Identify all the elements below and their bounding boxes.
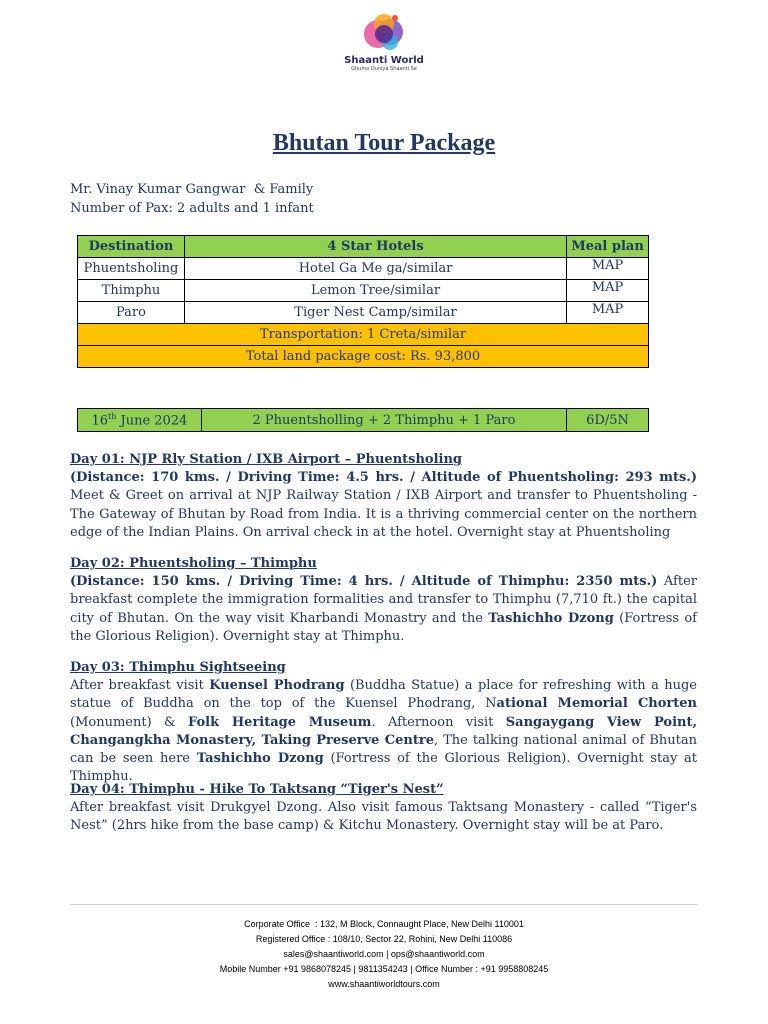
hotel-cell: Hotel Ga Me ga/similar bbox=[184, 258, 566, 280]
start-month-year: June 2024 bbox=[116, 413, 188, 429]
summary-row bbox=[78, 409, 649, 432]
total-cost-cell: Total land package cost: Rs. 93,800 bbox=[78, 346, 649, 368]
contact-emails: sales@shaantiworld.com | ops@shaantiworld.com bbox=[283, 949, 485, 959]
highlight-place: Sangaygang View Point, Changangkha Monastery, Taking Preserve Centre bbox=[70, 714, 697, 748]
hotel-cell: Lemon Tree/similar bbox=[184, 280, 566, 302]
day-description: (Fortress of the Glorious Religion). Overnight stay at Thimphu. bbox=[70, 751, 697, 785]
hotel-cell: Tiger Nest Camp/similar bbox=[184, 302, 566, 324]
destination-cell: Phuentsholing bbox=[78, 258, 185, 280]
day-description: After breakfast complete the immigration formalities and transfer to Thimphu (7,710 ft.) the capital city of Bhutan. On the way visit Kharbandi Monastry and the bbox=[70, 574, 697, 626]
highlight-place: ational Memorial Chorten bbox=[496, 696, 698, 712]
col-header-hotels: 4 Star Hotels bbox=[184, 236, 566, 258]
highlight-place: Kuensel Phodrang bbox=[209, 678, 345, 694]
day-description: (Monument) & bbox=[70, 714, 188, 730]
destination-cell: Thimphu bbox=[78, 280, 185, 302]
footer-divider bbox=[70, 904, 697, 905]
day-4-section bbox=[70, 781, 697, 836]
day-body bbox=[70, 677, 697, 786]
table-row bbox=[78, 302, 649, 324]
day-description: After breakfast visit bbox=[70, 678, 210, 694]
start-day: 16 bbox=[91, 413, 108, 429]
highlight-place: Tashichho Dzong bbox=[488, 610, 614, 626]
pax-count: Number of Pax: 2 adults and 1 infant bbox=[70, 201, 314, 216]
day-heading: Day 01: NJP Rly Station / IXB Airport – Phuentsholing bbox=[70, 452, 463, 467]
highlight-place: Folk Heritage Museum bbox=[187, 714, 372, 730]
transport-cell: Transportation: 1 Creta/similar bbox=[78, 324, 649, 346]
day-heading: Day 03: Thimphu Sightseeing bbox=[70, 660, 286, 675]
start-date-cell bbox=[78, 409, 202, 432]
day-stats: (Distance: 150 kms. / Driving Time: 4 hrs. / Altitude of Thimphu: 2350 mts.) bbox=[70, 574, 658, 590]
client-info bbox=[70, 180, 314, 218]
corporate-office-address: Corporate Office : 132, M Block, Connaught Place, New Delhi 110001 bbox=[244, 919, 524, 929]
globe-logo-icon bbox=[360, 10, 408, 54]
website-link[interactable]: www.shaantiworldtours.com bbox=[328, 979, 440, 989]
brand-name: Shaanti World bbox=[344, 55, 424, 66]
highlight-place: Tashichho Dzong bbox=[196, 751, 324, 767]
day-description: (Buddha Statue) a place for refreshing with a huge statue of Buddha on the top of the Kuensel Phodrang, N bbox=[70, 678, 697, 712]
day-1-section bbox=[70, 451, 697, 542]
day-body bbox=[70, 573, 697, 646]
registered-office-address: Registered Office : 108/10, Sector 22, Rohini, New Delhi 110086 bbox=[255, 934, 513, 944]
page-title: Bhutan Tour Package bbox=[272, 130, 496, 156]
day-2-section bbox=[70, 555, 697, 646]
day-3-section bbox=[70, 659, 697, 786]
day-description: (Fortress of the Glorious Religion). Overnight stay at Thimphu. bbox=[70, 610, 697, 644]
destination-cell: Paro bbox=[78, 302, 185, 324]
day-suffix: th bbox=[108, 411, 117, 421]
brand-tagline: Ghumo Duniya Shaanti Se bbox=[351, 66, 417, 72]
col-header-meal-plan: Meal plan bbox=[567, 236, 649, 258]
company-logo bbox=[336, 10, 432, 86]
itinerary-summary-table bbox=[77, 408, 649, 432]
footer bbox=[0, 917, 768, 992]
table-row bbox=[78, 280, 649, 302]
stay-plan-cell: 2 Phuentsholling + 2 Thimphu + 1 Paro bbox=[201, 409, 566, 432]
duration-cell: 6D/5N bbox=[567, 409, 649, 432]
day-description: Meet & Greet on arrival at NJP Railway Station / IXB Airport and transfer to Phuentsholing - The Gateway of Bhutan by Road from India. It is a thriving commercial center on the northern edge of the Indian Plains. On arrival check in at the hotel. Overnight stay at Phuentsholing bbox=[70, 488, 697, 540]
day-body bbox=[70, 469, 697, 542]
day-description: After breakfast visit Drukgyel Dzong. Also visit famous Taktsang Monastery - called “Tiger's Nest” (2hrs hike from the base camp) & Kitchu Monastery. Overnight stay will be at Paro. bbox=[70, 800, 697, 834]
day-stats: (Distance: 170 kms. / Driving Time: 4.5 hrs. / Altitude of Phuentsholing: 293 mts.) bbox=[70, 470, 697, 486]
contact-phones: Mobile Number +91 9868078245 | 9811354243 | Office Number : +91 9958808245 bbox=[219, 964, 549, 974]
day-description: , The talking national animal of Bhutan can be seen here bbox=[70, 732, 697, 767]
meal-plan-cell: MAP bbox=[567, 280, 649, 302]
client-name: Mr. Vinay Kumar Gangwar & Family bbox=[70, 182, 314, 197]
day-description: . Afternoon visit bbox=[371, 714, 506, 730]
table-header-row bbox=[78, 236, 649, 258]
day-heading: Day 04: Thimphu - Hike To Taktsang “Tiger's Nest” bbox=[70, 782, 444, 797]
meal-plan-cell: MAP bbox=[567, 258, 649, 280]
day-heading: Day 02: Phuentsholing – Thimphu bbox=[70, 556, 317, 571]
hotel-table bbox=[77, 235, 649, 368]
table-row bbox=[78, 258, 649, 280]
col-header-destination: Destination bbox=[78, 236, 185, 258]
total-cost-row bbox=[78, 346, 649, 368]
transport-row bbox=[78, 324, 649, 346]
meal-plan-cell: MAP bbox=[567, 302, 649, 324]
